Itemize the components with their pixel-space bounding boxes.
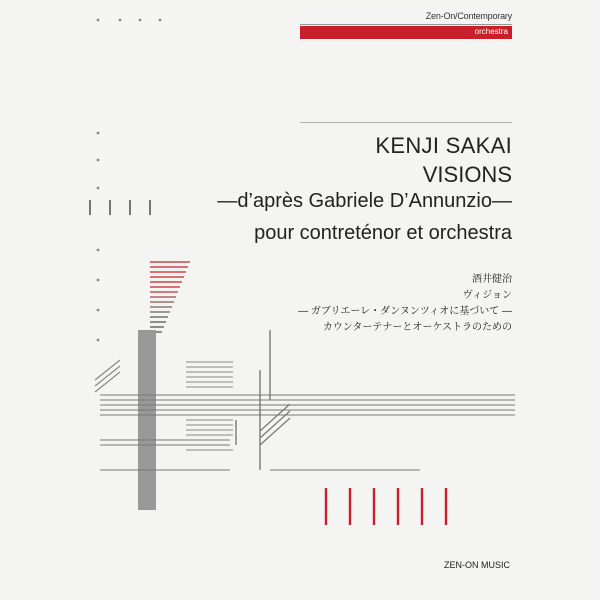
gray-column [138,330,156,510]
publisher-name: ZEN-ON MUSIC [444,560,510,570]
instrumentation: pour contreténor et orchestra [254,222,512,244]
series-label: Zen-On/Contemporary [425,11,512,21]
red-hatch-block [150,262,190,332]
work-subtitle-jp: — ガブリエーレ・ダンヌンツィオに基づいて — [298,306,512,317]
work-title: VISIONS [422,162,512,187]
work-title-jp: ヴィジョン [462,290,512,301]
composer-name: KENJI SAKAI [375,133,512,158]
diagonal-hatch-left [95,360,120,392]
instrumentation-jp: カウンターテナーとオーケストラのための [322,322,512,333]
staff-lines [100,395,515,470]
dot-row-top [97,19,162,22]
red-vertical-bars [326,488,446,525]
dot-column-left [97,132,100,342]
category-label: orchestra [474,27,508,36]
work-subtitle: —d’après Gabriele D’Annunzio— [217,190,512,212]
composer-name-jp: 酒井健治 [472,274,512,285]
tick-marks-left [90,200,150,215]
gray-hatch-block [186,362,233,450]
